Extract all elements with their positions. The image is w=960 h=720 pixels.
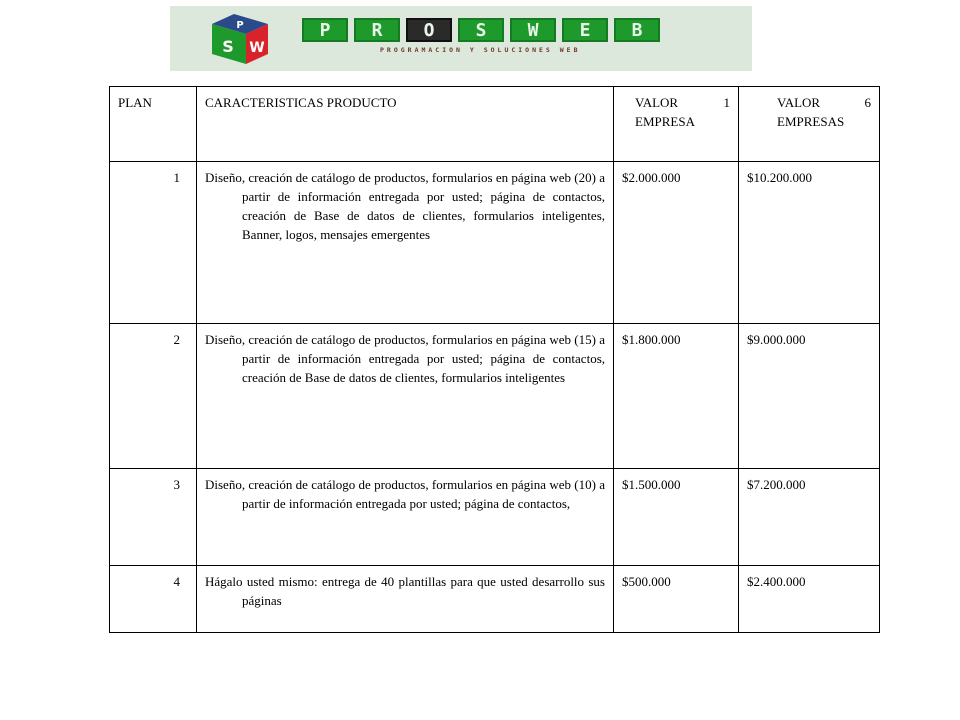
- plan-value-6: $10.200.000: [739, 162, 880, 324]
- plan-value-1: $500.000: [614, 566, 739, 633]
- header-features: CARACTERISTICAS PRODUCTO: [197, 87, 614, 162]
- plan-features-text: Diseño, creación de catálogo de productos, formularios en página web (10) a partir de información entregada por usted; página de contactos,: [205, 477, 605, 511]
- table-row: [110, 324, 880, 469]
- header-value-6: [739, 87, 880, 162]
- logo-letter: R: [354, 18, 400, 42]
- logo-letter: O: [406, 18, 452, 42]
- plan-value-6: $9.000.000: [739, 324, 880, 469]
- plans-table: [109, 86, 880, 633]
- header-value-1-label: VALOR 1 EMPRESA: [635, 95, 730, 129]
- table-row: [110, 469, 880, 566]
- plan-features-text: Diseño, creación de catálogo de productos, formularios en página web (20) a partir de información entregada por usted; página de contactos, creación de Base de datos de clientes, formularios inteligentes, Banner, logos, mensajes emergentes: [205, 170, 605, 242]
- logo-banner: [170, 6, 752, 71]
- logo-wordmark: [302, 18, 660, 42]
- cube-logo-icon: [198, 12, 288, 66]
- header-value-6-label: VALOR 6 EMPRESAS: [777, 95, 871, 129]
- logo-letter: S: [458, 18, 504, 42]
- cube-letter-top: P: [236, 20, 244, 31]
- header-value-1: [614, 87, 739, 162]
- plan-features-text: Hágalo usted mismo: entrega de 40 plantillas para que usted desarrollo sus páginas: [205, 574, 605, 608]
- plan-features: [197, 469, 614, 566]
- plan-value-1: $1.500.000: [614, 469, 739, 566]
- plan-features-text: Diseño, creación de catálogo de productos, formularios en página web (15) a partir de información entregada por usted; página de contactos, creación de Base de datos de clientes, formularios inteligentes: [205, 332, 605, 385]
- plan-value-1: $1.800.000: [614, 324, 739, 469]
- header-plan: PLAN: [110, 87, 197, 162]
- logo-subtitle: PROGRAMACION Y SOLUCIONES WEB: [380, 46, 581, 54]
- plan-features: [197, 162, 614, 324]
- logo-letter: W: [510, 18, 556, 42]
- plan-value-6: $2.400.000: [739, 566, 880, 633]
- table-row: [110, 566, 880, 633]
- logo-letter: P: [302, 18, 348, 42]
- plan-number: 2: [110, 324, 197, 469]
- plan-number: 4: [110, 566, 197, 633]
- plan-features: [197, 566, 614, 633]
- plan-number: 3: [110, 469, 197, 566]
- plan-features: [197, 324, 614, 469]
- plan-number: 1: [110, 162, 197, 324]
- cube-letter-right: W: [249, 40, 265, 56]
- plan-value-6: $7.200.000: [739, 469, 880, 566]
- logo-letter: E: [562, 18, 608, 42]
- logo-letter: B: [614, 18, 660, 42]
- plan-value-1: $2.000.000: [614, 162, 739, 324]
- cube-letter-left: S: [222, 37, 234, 56]
- table-header-row: [110, 87, 880, 162]
- table-row: [110, 162, 880, 324]
